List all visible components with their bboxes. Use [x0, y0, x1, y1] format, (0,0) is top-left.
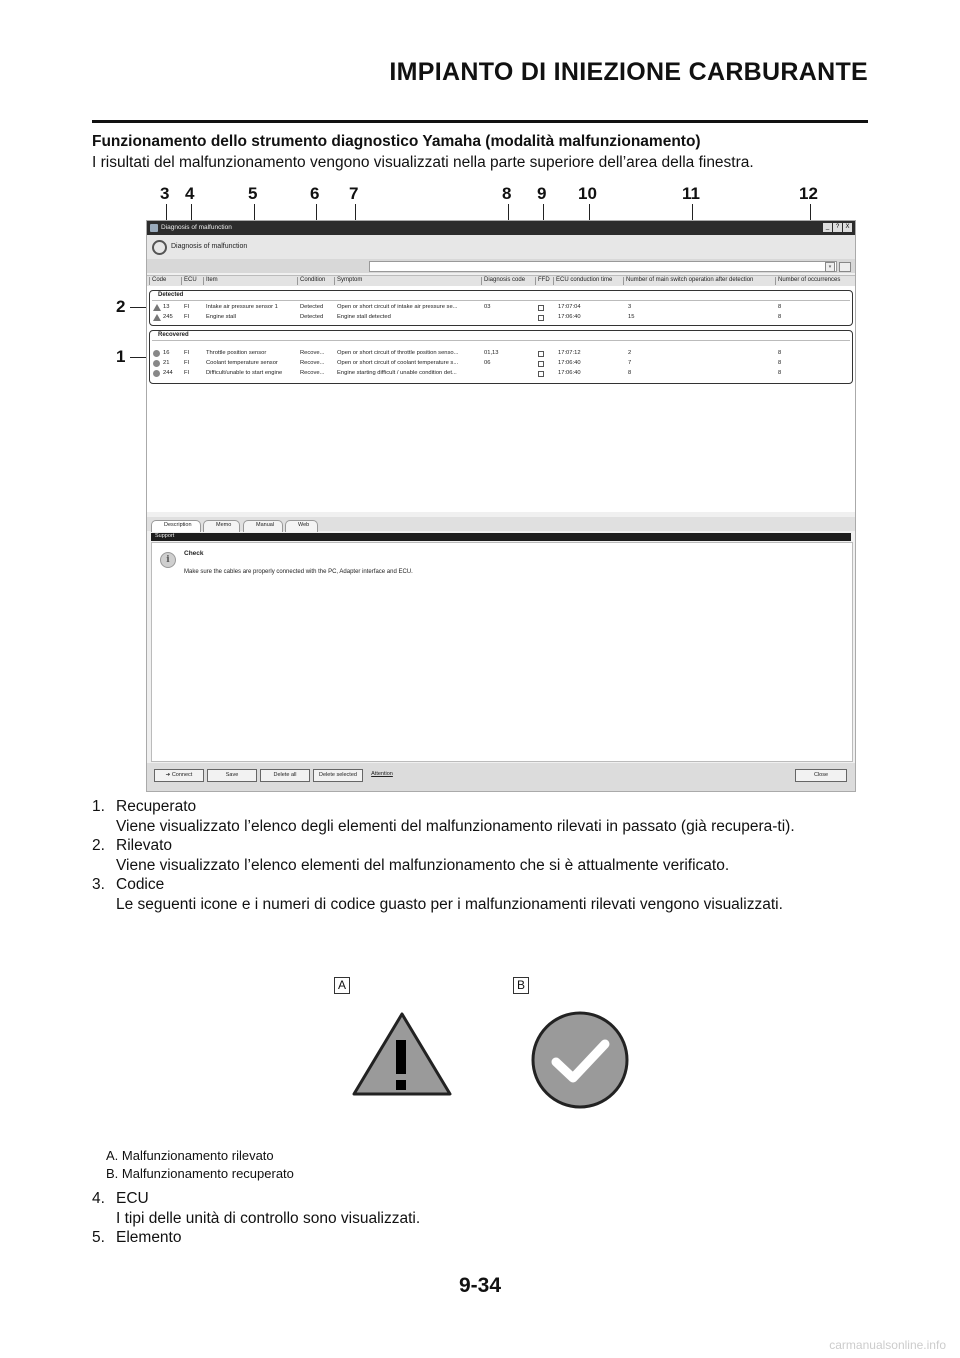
- list-item: [92, 837, 868, 876]
- callout-2: 2: [116, 297, 126, 316]
- row-condition: Recove...: [300, 360, 325, 366]
- watermark: carmanualsonline.info: [829, 1338, 946, 1352]
- support-bar: [151, 533, 851, 541]
- app-icon: [150, 224, 158, 232]
- row-time: 17:06:40: [558, 314, 581, 320]
- item-number: 5.: [92, 1229, 105, 1246]
- save-button[interactable]: Save: [207, 769, 257, 782]
- row-item: Coolant temperature sensor: [206, 360, 278, 366]
- callout-4: 4: [185, 184, 195, 203]
- section-intro: I risultati del malfunzionamento vengono visualizzati nella parte superiore dell’area della finestra.: [92, 154, 754, 171]
- legend-a: A. Malfunzionamento rilevato: [106, 1148, 274, 1163]
- divider: [152, 300, 850, 301]
- tab-strip: [147, 517, 855, 531]
- col-main-switch-count[interactable]: Number of main switch operation after detection: [623, 277, 753, 285]
- item-label: ECU: [116, 1190, 149, 1207]
- row-ecu: FI: [184, 304, 190, 310]
- table-row[interactable]: [150, 349, 850, 359]
- diagnosis-screenshot: [146, 220, 856, 792]
- filter-combo[interactable]: [369, 261, 837, 272]
- item-number: 3.: [92, 876, 105, 893]
- row-switch-count: 2: [628, 350, 632, 356]
- arrow-icon: ➔: [165, 772, 171, 778]
- col-ffd[interactable]: FFD: [535, 277, 550, 285]
- divider: [152, 340, 850, 341]
- window-close-button[interactable]: X: [843, 223, 852, 232]
- item-number: 4.: [92, 1190, 105, 1207]
- row-symptom: Open or short circuit of coolant temperature s...: [337, 360, 459, 366]
- leader-line: [130, 357, 147, 358]
- attention-link[interactable]: Attention: [371, 771, 393, 777]
- delete-selected-button[interactable]: Delete selected: [313, 769, 363, 782]
- row-ecu: FI: [184, 360, 190, 366]
- window-title: Diagnosis of malfunction: [161, 224, 232, 231]
- row-occurrences: 8: [778, 314, 782, 320]
- recovered-label: Recovered: [158, 332, 189, 338]
- item-description: Viene visualizzato l’elenco elementi del malfunzionamento che si è attualmente verificato.: [116, 857, 730, 874]
- support-panel: [151, 542, 853, 762]
- recovered-icon: [153, 350, 160, 357]
- col-ecu[interactable]: ECU: [181, 277, 197, 285]
- row-ecu: FI: [184, 350, 190, 356]
- callout-6: 6: [310, 184, 320, 203]
- callout-12: 12: [799, 184, 818, 203]
- col-diagnosis-code[interactable]: Diagnosis code: [481, 277, 525, 285]
- col-occurrences[interactable]: Number of occurrences: [775, 277, 840, 285]
- item-description: Le seguenti icone e i numeri di codice guasto per i malfunzionamenti rilevati vengono visualizzati.: [116, 896, 783, 913]
- row-condition: Detected: [300, 304, 324, 310]
- callout-11: 11: [682, 184, 700, 203]
- list-item: [92, 1229, 868, 1247]
- row-code: 13: [163, 304, 170, 310]
- chevron-down-icon[interactable]: ▾: [825, 262, 835, 272]
- row-condition: Recove...: [300, 350, 325, 356]
- button-bar: [147, 763, 855, 791]
- item-label: Elemento: [116, 1229, 182, 1246]
- row-item: Difficult/unable to start engine: [206, 370, 283, 376]
- go-button[interactable]: [839, 262, 851, 272]
- item-number: 1.: [92, 798, 105, 815]
- row-switch-count: 7: [628, 360, 632, 366]
- row-time: 17:07:12: [558, 350, 581, 356]
- list-item: [92, 798, 868, 837]
- header-rule: [92, 120, 868, 123]
- section-title: Funzionamento dello strumento diagnostico Yamaha (modalità malfunzionamento): [92, 133, 701, 150]
- numbered-list: [92, 798, 868, 915]
- row-switch-count: 8: [628, 370, 632, 376]
- ffd-checkbox[interactable]: [538, 351, 544, 357]
- ffd-checkbox[interactable]: [538, 305, 544, 311]
- ffd-checkbox[interactable]: [538, 371, 544, 377]
- callout-9: 9: [537, 184, 547, 203]
- magnifier-icon: [152, 240, 167, 255]
- icon-label-b: B: [513, 977, 529, 994]
- item-number: 2.: [92, 837, 105, 854]
- recovered-icon: [153, 360, 160, 367]
- row-time: 17:06:40: [558, 360, 581, 366]
- connect-label: Connect: [171, 772, 193, 778]
- ffd-checkbox[interactable]: [538, 315, 544, 321]
- row-symptom: Open or short circuit of throttle position senso...: [337, 350, 459, 356]
- table-row[interactable]: [150, 303, 850, 313]
- row-time: 17:06:40: [558, 370, 581, 376]
- page-header-title: IMPIANTO DI INIEZIONE CARBURANTE: [389, 58, 868, 86]
- item-description: I tipi delle unità di controllo sono visualizzati.: [116, 1210, 421, 1227]
- callout-1: 1: [116, 347, 126, 366]
- check-text: Make sure the cables are properly connected with the PC, Adapter interface and ECU.: [184, 569, 413, 575]
- item-description: Viene visualizzato l’elenco degli elementi del malfunzionamento rilevati in passato (già recupera-ti).: [116, 818, 795, 835]
- leader-line: [130, 307, 147, 308]
- row-occurrences: 8: [778, 350, 782, 356]
- row-diagnosis-code: 01,13: [484, 350, 499, 356]
- col-symptom[interactable]: Symptom: [334, 277, 362, 285]
- ffd-checkbox[interactable]: [538, 361, 544, 367]
- tab-memo[interactable]: Memo: [203, 520, 240, 532]
- callout-10: 10: [578, 184, 597, 203]
- table-row[interactable]: [150, 369, 850, 379]
- legend-b: B. Malfunzionamento recuperato: [106, 1166, 294, 1181]
- callout-7: 7: [349, 184, 359, 203]
- malfunction-list: [147, 286, 855, 512]
- panel-header: [147, 235, 855, 260]
- item-label: Recuperato: [116, 798, 197, 815]
- close-button[interactable]: Close: [795, 769, 847, 782]
- delete-all-button[interactable]: Delete all: [260, 769, 310, 782]
- col-condition[interactable]: Condition: [297, 277, 325, 285]
- callout-8: 8: [502, 184, 512, 203]
- row-switch-count: 3: [628, 304, 632, 310]
- row-code: 245: [163, 314, 173, 320]
- list-item: [92, 876, 868, 915]
- page-number: 9-34: [458, 1274, 502, 1297]
- item-label: Rilevato: [116, 837, 172, 854]
- row-occurrences: 8: [778, 370, 782, 376]
- detected-group: [149, 290, 853, 326]
- row-item: Engine stall: [206, 314, 236, 320]
- warning-icon: [153, 304, 161, 311]
- col-code[interactable]: Code: [149, 277, 166, 285]
- info-strip: [147, 259, 855, 273]
- row-code: 244: [163, 370, 173, 376]
- info-icon: i: [160, 552, 176, 568]
- numbered-list-2: [92, 1190, 868, 1247]
- support-label: Support: [155, 533, 175, 539]
- callout-3: 3: [160, 184, 170, 203]
- row-occurrences: 8: [778, 304, 782, 310]
- warning-icon: [153, 314, 161, 321]
- recovered-group: [149, 330, 853, 384]
- panel-title: Diagnosis of malfunction: [171, 243, 248, 250]
- icon-label-a: A: [334, 977, 350, 994]
- row-occurrences: 8: [778, 360, 782, 366]
- item-label: Codice: [116, 876, 165, 893]
- recovered-check-icon: [530, 1010, 630, 1110]
- row-symptom: Engine starting difficult / unable condition det...: [337, 370, 457, 376]
- row-item: Throttle position sensor: [206, 350, 267, 356]
- tab-manual[interactable]: Manual: [243, 520, 283, 532]
- tab-description[interactable]: Description: [151, 520, 201, 532]
- check-title: Check: [184, 550, 204, 557]
- minimize-button[interactable]: _: [823, 223, 832, 232]
- callout-5: 5: [248, 184, 258, 203]
- row-symptom: Open or short circuit of intake air pressure se...: [337, 304, 458, 310]
- col-item[interactable]: Item: [203, 277, 218, 285]
- detected-label: Detected: [158, 292, 184, 298]
- row-condition: Recove...: [300, 370, 325, 376]
- list-item: [92, 1190, 868, 1229]
- col-ecu-conduction-time[interactable]: ECU conduction time: [553, 277, 612, 285]
- row-code: 16: [163, 350, 170, 356]
- row-ecu: FI: [184, 314, 190, 320]
- row-item: Intake air pressure sensor 1: [206, 304, 278, 310]
- recovered-icon: [153, 370, 160, 377]
- row-diagnosis-code: 06: [484, 360, 491, 366]
- connect-button[interactable]: [154, 769, 204, 782]
- row-ecu: FI: [184, 370, 190, 376]
- table-row[interactable]: [150, 359, 850, 369]
- row-symptom: Engine stall detected: [337, 314, 391, 320]
- row-diagnosis-code: 03: [484, 304, 491, 310]
- table-row[interactable]: [150, 313, 850, 323]
- help-button[interactable]: ?: [833, 223, 842, 232]
- row-time: 17:07:04: [558, 304, 581, 310]
- row-code: 21: [163, 360, 170, 366]
- row-condition: Detected: [300, 314, 324, 320]
- warning-triangle-icon: [350, 1010, 454, 1098]
- row-switch-count: 15: [628, 314, 635, 320]
- window-titlebar: [147, 221, 855, 235]
- tab-web[interactable]: Web: [285, 520, 318, 532]
